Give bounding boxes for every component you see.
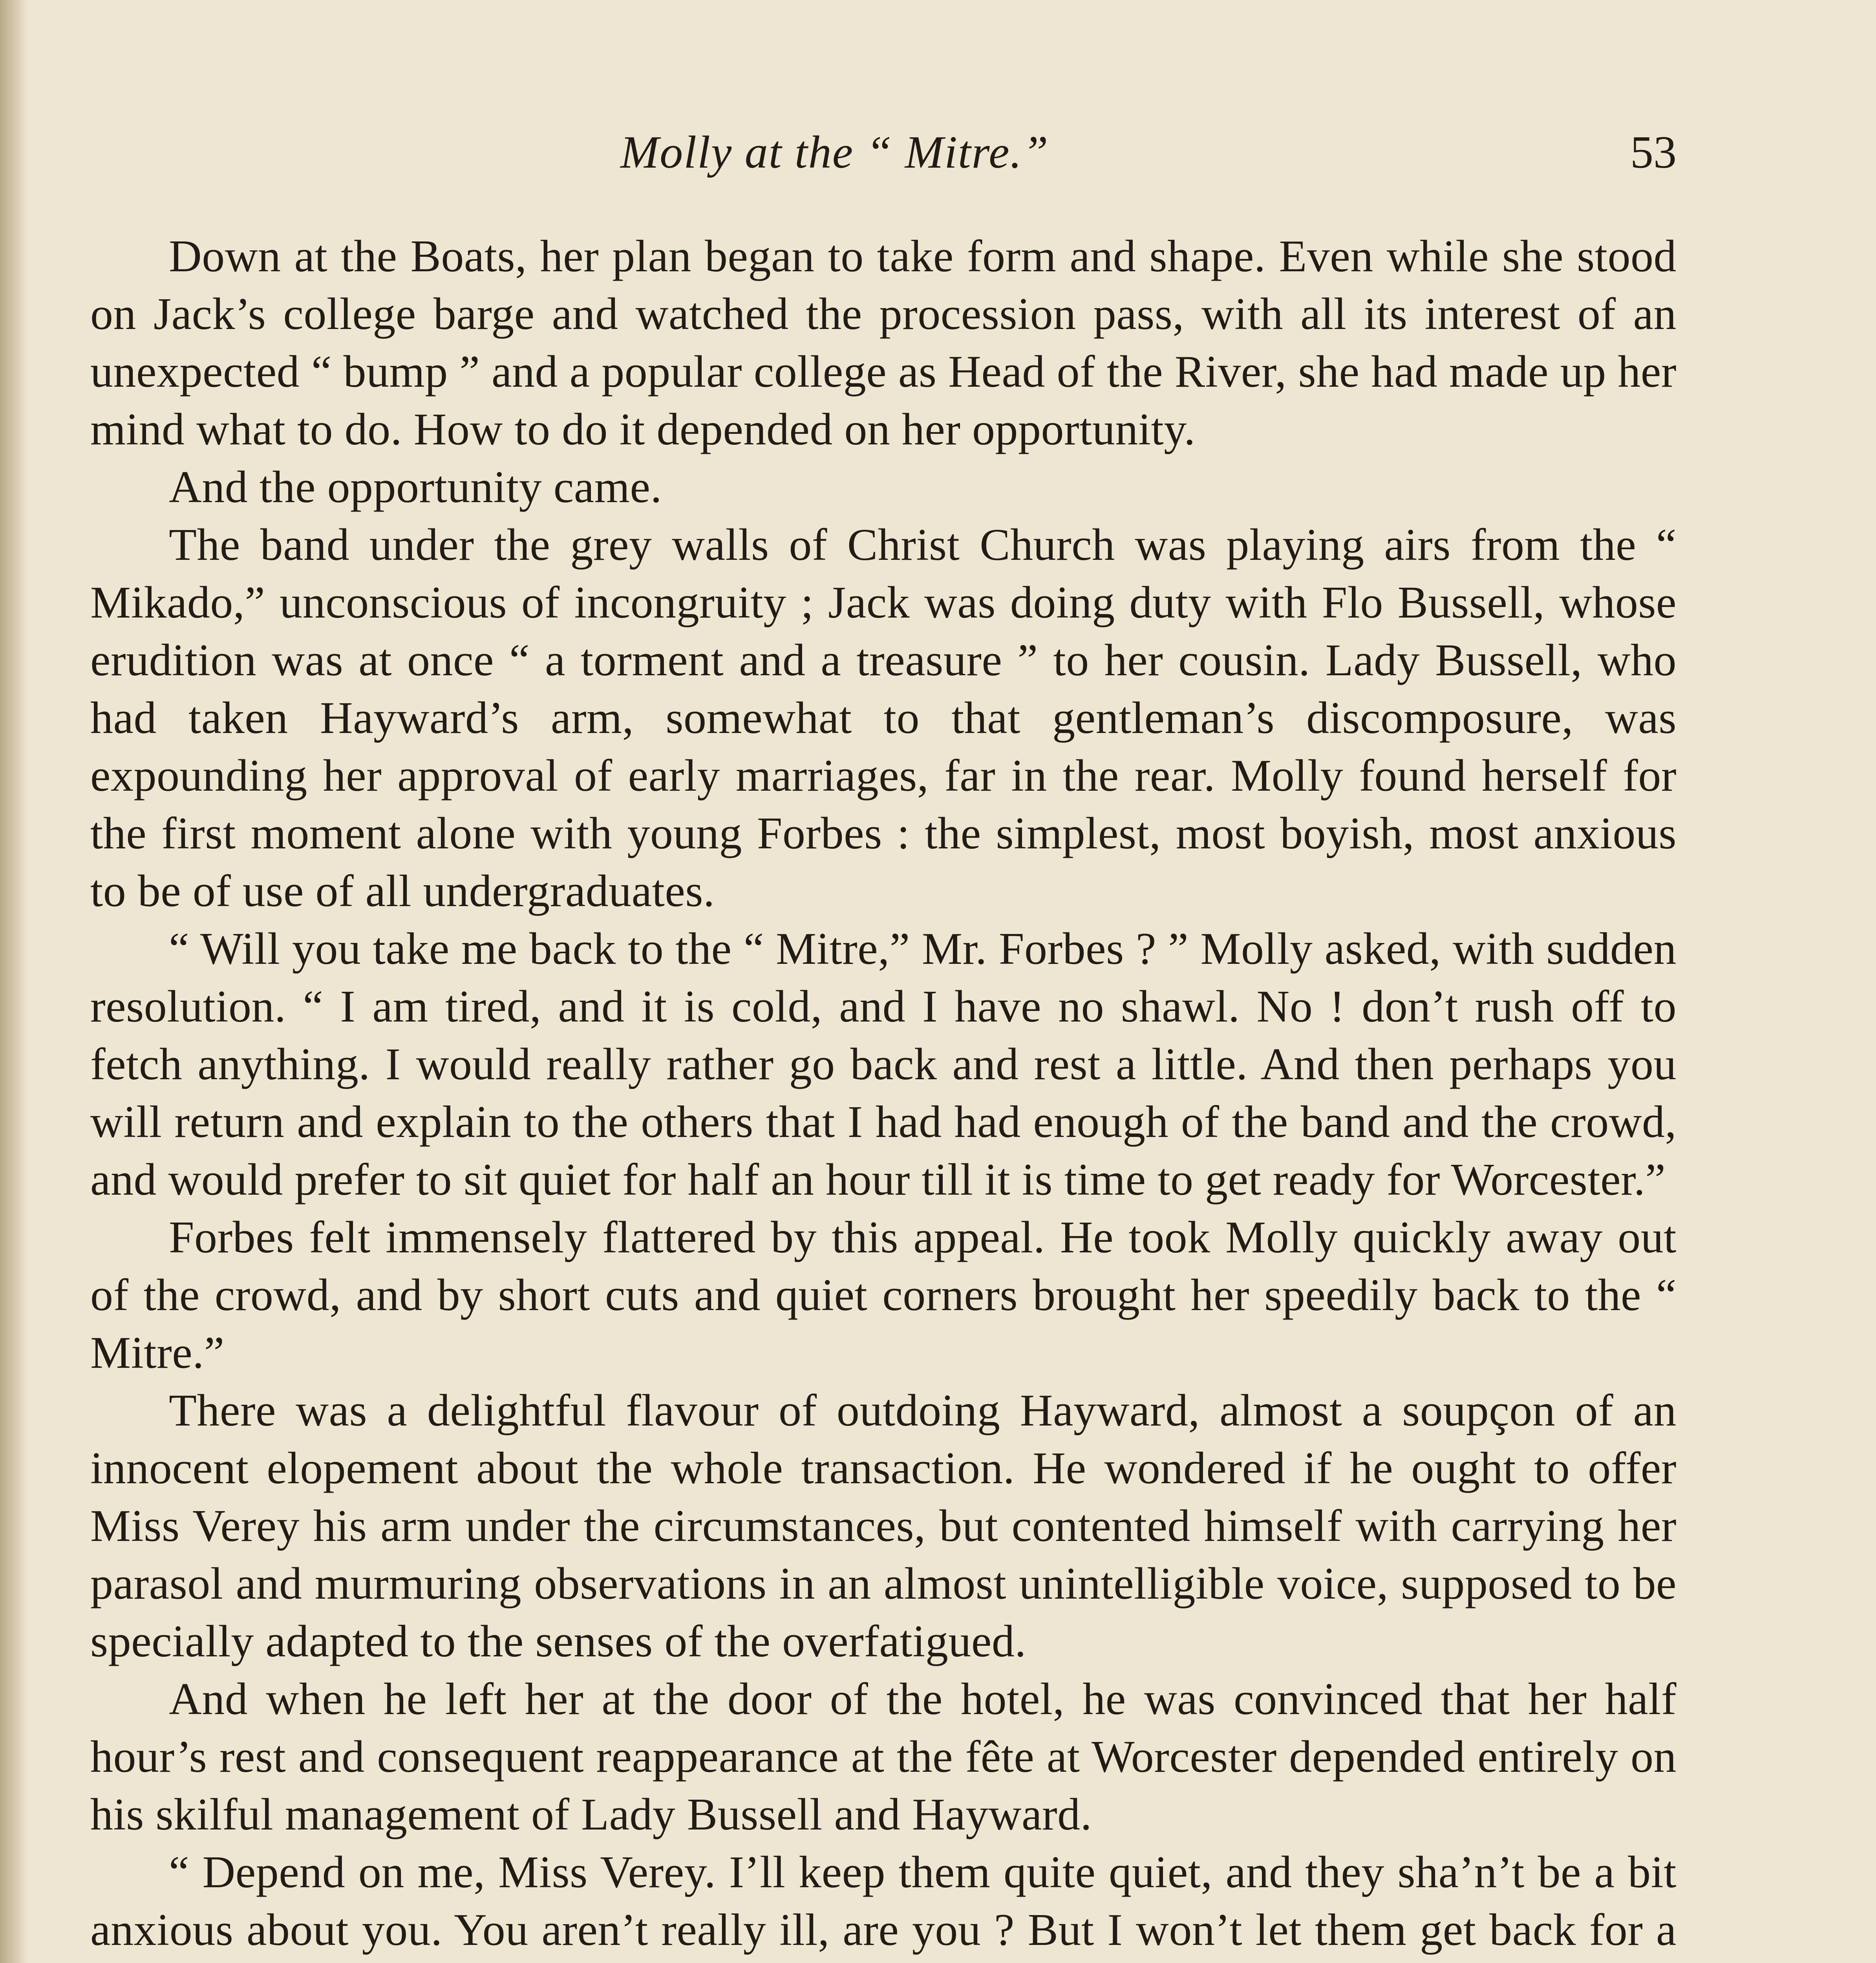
paragraph: Forbes felt immensely flattered by this appeal. He took Molly quickly away out of the crowd, and by short cuts and quiet corners brought her speedily back to the “ Mitre.” — [90, 1212, 1677, 1378]
paragraph: Down at the Boats, her plan began to take form and shape. Even while she stood on Jack’s college barge and watched the procession pass, with all its interest of an unexpected “ bump ” and a popular college as Head of the River, she had made up her mind what to do. How to do it depended on her opportunity. — [90, 231, 1677, 455]
paragraph: And the opportunity came. — [169, 462, 662, 512]
page-binding-edge — [0, 0, 27, 1963]
paragraph: And when he left her at the door of the hotel, he was convinced that her half hour’s rest and consequent reappearance at the fête at Worcester depended entirely on his skilful management of Lady Bussell and Hayward. — [90, 1674, 1677, 1840]
body-text — [90, 228, 1677, 1963]
running-header — [90, 118, 1677, 196]
paragraph: “ Depend on me, Miss Verey. I’ll keep them quite quiet, and they sha’n’t be a bit anxious about you. You aren’t really ill, are you ? But I won’t let them get back for a — [90, 1847, 1677, 1955]
book-page — [90, 118, 1677, 1963]
running-title: Molly at the “ Mitre.” — [620, 126, 1049, 178]
paragraph: There was a delightful flavour of outdoing Hayward, almost a soupçon of an innocent elopement about the whole transaction. He wondered if he ought to offer Miss Verey his arm under the circumstances, but contented himself with carrying her parasol and murmuring observations in an almost unintelligible voice, supposed to be specially adapted to the senses of the overfatigued. — [90, 1385, 1677, 1667]
paragraph: “ Will you take me back to the “ Mitre,” Mr. Forbes ? ” Molly asked, with sudden resolution. “ I am tired, and it is cold, and I have no shawl. No ! don’t rush off to fetch anything. I would really rather go back and rest a little. And then perhaps you will return and explain to the others that I had had enough of the band and the crowd, and would prefer to sit quiet for half an hour till it is time to get ready for Worcester.” — [90, 924, 1677, 1205]
paragraph: The band under the grey walls of Christ Church was playing airs from the “ Mikado,” unconscious of incongruity ; Jack was doing duty with Flo Bussell, whose erudition was at once “ a torment and a treasure ” to her cousin. Lady Bussell, who had taken Hayward’s arm, somewhat to that gentleman’s discomposure, was expounding her approval of early marriages, far in the rear. Molly found herself for the first moment alone with young Forbes : the simplest, most boyish, most anxious to be of use of all undergraduates. — [90, 520, 1677, 916]
page-number: 53 — [1630, 126, 1677, 178]
